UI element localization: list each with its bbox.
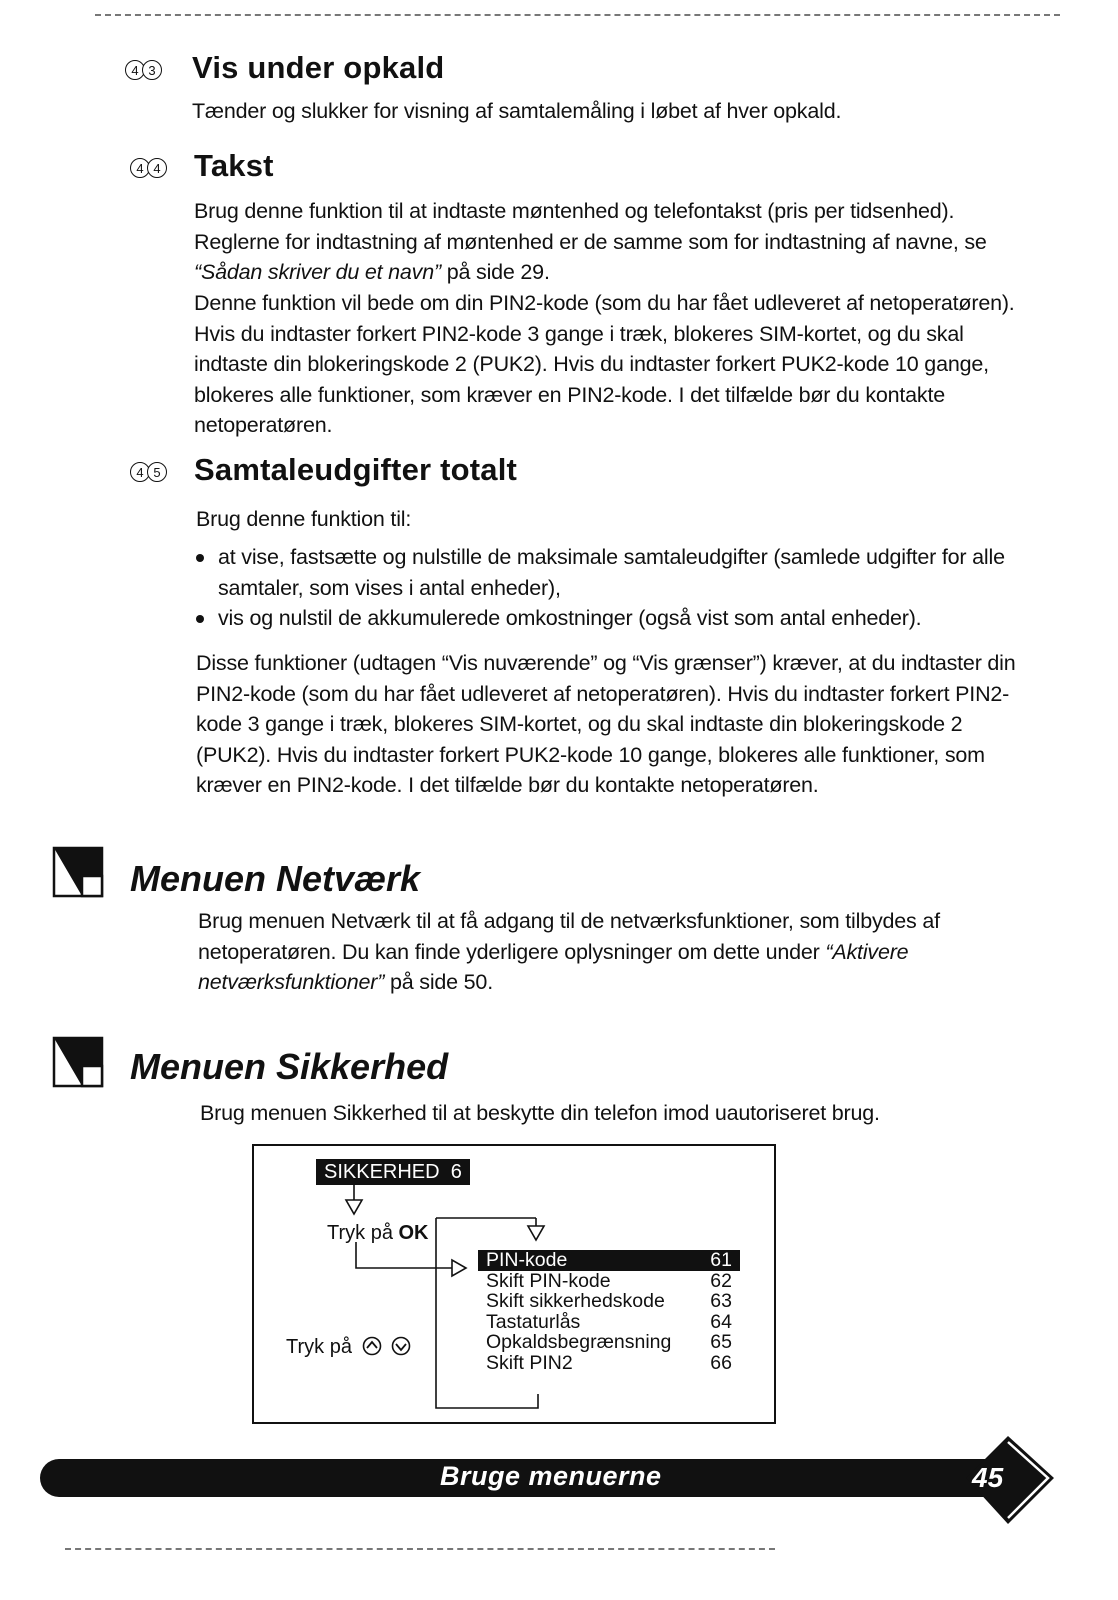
section-paragraph: Disse funktioner (udtagen “Vis nuværende” og “Vis grænser”) kræver, at du indtaster din PIN2-kode (som du har fået udleveret af netoperatøren). Hvis du indtaster forkert PIN2-kode 3 gange i træk, blokeres SIM-kortet, og du skal indtaste din blokeringskode 2 (PUK2). Hvis du indtaster forkert PUK2-kode 10 gange, blokeres alle funktioner, som kræver en PIN2-kode. I det tilfælde bør du kontakte netoperatøren.: [196, 651, 1016, 797]
section-paragraph: [194, 196, 1034, 288]
scan-artifact-bottom: [65, 1548, 775, 1550]
code-digit: 3: [142, 60, 162, 80]
ok-key: OK: [398, 1222, 429, 1244]
menu-option[interactable]: [478, 1271, 740, 1292]
page-reference: “Aktivere netværksfunktioner”: [198, 939, 909, 994]
press-ok-label: [327, 1222, 429, 1244]
scroll-down-key-icon: [391, 1336, 411, 1356]
list-item: at vise, fastsætte og nulstille de maksimale samtaleudgifter (samlede udgifter for alle samtaler, som vises i antal enheder),: [194, 542, 1034, 603]
section-paragraph: Tænder og slukker for visning af samtalemåling i løbet af hver opkald.: [192, 99, 842, 123]
menu-option-label: Skift PIN-kode: [486, 1269, 611, 1292]
menu-paragraph: Brug menuen Sikkerhed til at beskytte din telefon imod uautoriseret brug.: [200, 1101, 880, 1125]
scroll-up-key-icon: [362, 1336, 382, 1356]
list-item: vis og nulstil de akkumulerede omkostninger (også vist som antal enheder).: [194, 603, 1034, 634]
page-reference: “Sådan skriver du et navn”: [194, 260, 441, 284]
menu-option-label: PIN-kode: [486, 1249, 568, 1271]
code-digit: 4: [125, 60, 145, 80]
section-title: Samtaleudgifter totalt: [194, 452, 518, 487]
menu-option[interactable]: [478, 1332, 740, 1353]
paragraph-text: på side 29.: [440, 260, 550, 284]
paragraph-text: på side 50.: [384, 970, 493, 994]
page-number: 45: [972, 1462, 1004, 1493]
menu-option-number: 63: [710, 1290, 732, 1312]
section-title: Vis under opkald: [192, 50, 445, 85]
menu-title: Menuen Sikkerhed: [130, 1046, 449, 1087]
section-title: Takst: [194, 148, 274, 183]
section-paragraph: Denne funktion vil bede om din PIN2-kode (som du har fået udleveret af netoperatøren). Hvis du indtaster forkert PIN2-kode 3 gange i træk, blokeres SIM-kortet, og du skal indtaste din blokeringskode 2 (PUK2). Hvis du indtaster forkert PUK2-kode 10 gange, blokeres alle funktioner, som kræver en PIN2-kode. I det tilfælde bør du kontakte netoperatøren.: [194, 291, 1015, 437]
paragraph-text: Brug denne funktion til at indtaste møntenhed og telefontakst (pris per tidsenhed). Reglerne for indtastning af møntenhed er de samme som for indtastning af navne, se: [194, 199, 987, 254]
security-menu-list: [478, 1250, 740, 1373]
paragraph-text: Brug menuen Netværk til at få adgang til de netværksfunktioner, som tilbydes af netoperatøren. Du kan finde yderligere oplysninger om dette under: [198, 909, 940, 964]
menu-option-label: Skift PIN2: [486, 1351, 573, 1374]
code-digit: 4: [147, 158, 167, 178]
diagram-header-label: SIKKERHED: [324, 1161, 440, 1183]
code-digit: 5: [147, 462, 167, 482]
menu-option-number: 64: [710, 1310, 732, 1333]
menu-code-badge: [130, 158, 164, 178]
menu-icon: [52, 1036, 104, 1088]
bullet-list: [194, 542, 1034, 634]
menu-diagram: [252, 1144, 776, 1424]
menu-option-number: 61: [710, 1249, 732, 1271]
menu-option-label: Skift sikkerhedskode: [486, 1290, 665, 1312]
menu-option-label: Tastaturlås: [486, 1310, 581, 1333]
menu-option-label: Opkaldsbegrænsning: [486, 1331, 672, 1353]
menu-code-badge: [130, 462, 164, 482]
menu-icon: [52, 846, 104, 898]
menu-option[interactable]: [478, 1353, 740, 1374]
menu-paragraph: [198, 906, 1033, 998]
menu-title: Menuen Netværk: [130, 858, 421, 899]
menu-option-number: 65: [710, 1331, 732, 1353]
menu-code-badge: [125, 60, 159, 80]
section-intro: Brug denne funktion til:: [196, 507, 412, 531]
code-digit: 4: [130, 462, 150, 482]
press-ok-prefix: Tryk på: [327, 1222, 393, 1244]
code-digit: 4: [130, 158, 150, 178]
scroll-keys-text: Tryk på: [286, 1336, 352, 1358]
scan-artifact-top: [95, 14, 1060, 16]
menu-option[interactable]: [478, 1291, 740, 1312]
scroll-keys-label: [286, 1336, 411, 1358]
menu-option-selected[interactable]: [478, 1250, 740, 1271]
menu-option[interactable]: [478, 1312, 740, 1333]
diagram-header-number: 6: [450, 1161, 462, 1183]
footer-title: Bruge menuerne: [440, 1461, 662, 1491]
menu-option-number: 62: [710, 1269, 732, 1292]
menu-option-number: 66: [710, 1351, 732, 1374]
